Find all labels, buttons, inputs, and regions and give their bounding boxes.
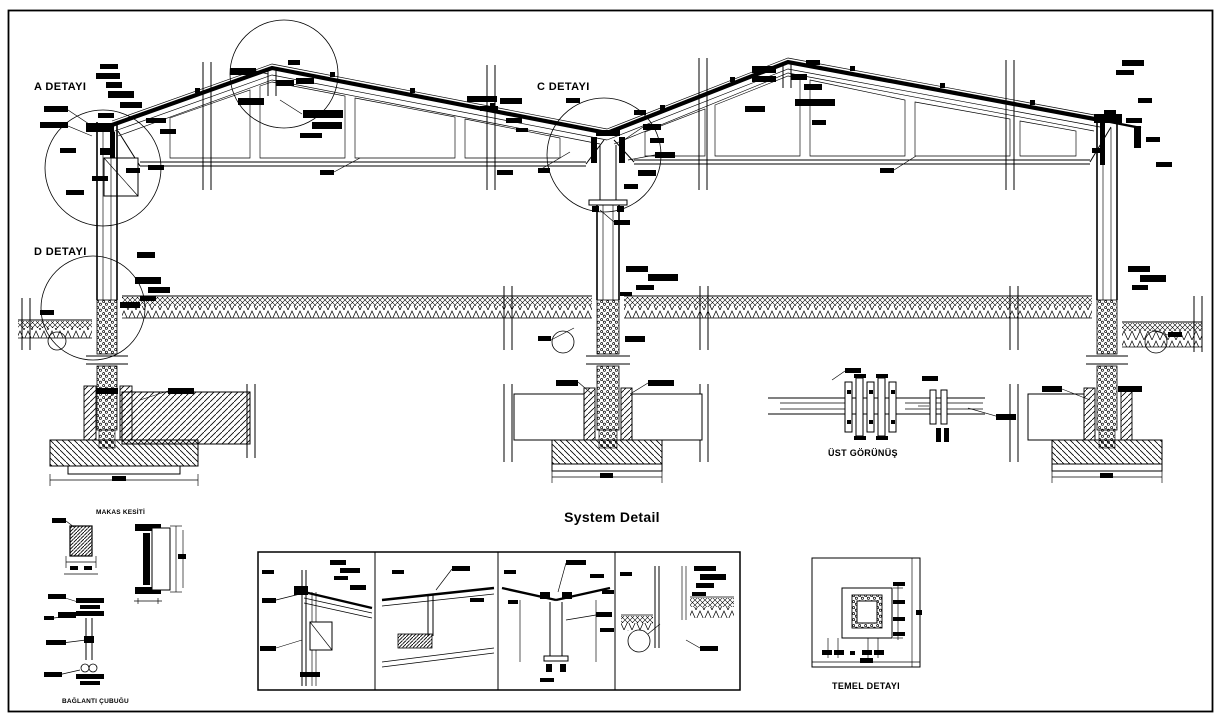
splice-plates bbox=[845, 374, 896, 440]
marker-circle-center bbox=[552, 331, 574, 353]
detail-circle-c bbox=[547, 98, 661, 212]
system-panel-4-base bbox=[620, 566, 734, 652]
right-eave-hardware bbox=[1094, 114, 1122, 165]
system-detail-strip bbox=[258, 509, 740, 690]
label-tie-rod: BAĞLANTI ÇUBUĞU bbox=[62, 698, 129, 705]
label-foundation-plan: TEMEL DETAYI bbox=[832, 681, 900, 691]
roof-truss bbox=[112, 58, 1141, 190]
left-foundation bbox=[50, 386, 250, 486]
label-truss-section: MAKAS KESİTİ bbox=[96, 509, 145, 516]
system-panel-1-eave bbox=[260, 560, 372, 686]
system-panel-2-purlin bbox=[382, 566, 494, 667]
left-eave-hardware bbox=[86, 123, 138, 196]
truss-section-detail bbox=[52, 508, 145, 574]
main-cross-section bbox=[18, 20, 1202, 486]
label-a-detail: A DETAYI bbox=[34, 81, 87, 93]
right-foundation bbox=[1028, 388, 1162, 483]
system-panel-3-valley bbox=[502, 560, 614, 682]
valley-hardware bbox=[589, 130, 627, 212]
beam-section-detail bbox=[134, 524, 186, 604]
tie-rod-detail bbox=[44, 594, 129, 705]
label-c-detail: C DETAYI bbox=[537, 81, 590, 93]
foundation-plan-detail bbox=[812, 558, 922, 691]
label-top-view: ÜST GÖRÜNÜŞ bbox=[828, 448, 898, 458]
purlins bbox=[195, 66, 1035, 110]
label-d-detail: D DETAYI bbox=[34, 246, 87, 258]
top-view-detail bbox=[768, 368, 1016, 458]
system-detail-title: System Detail bbox=[564, 509, 660, 525]
drawing-border bbox=[9, 11, 1213, 712]
